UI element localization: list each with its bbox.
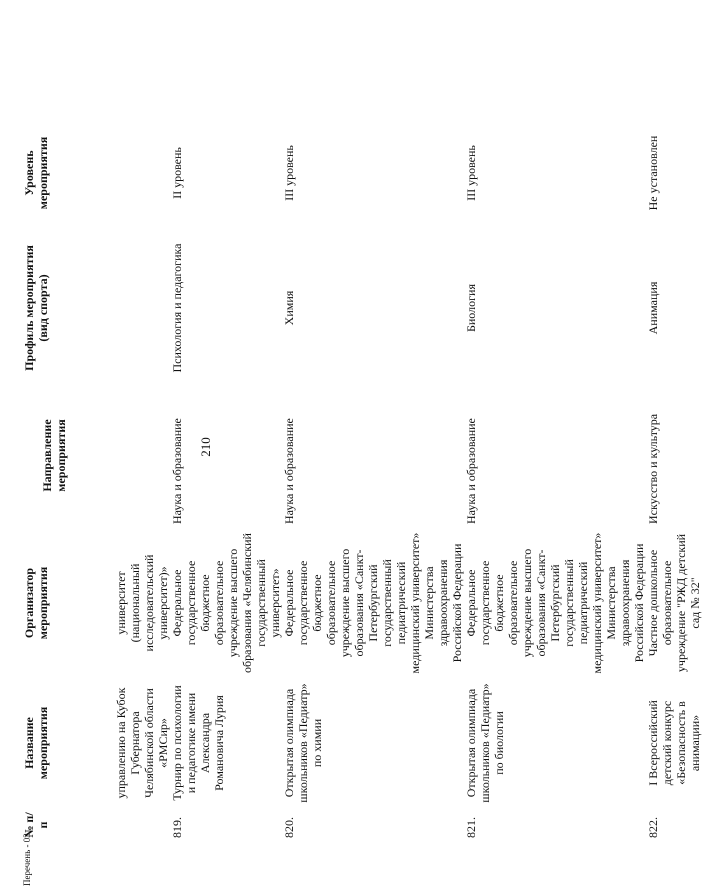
header-profile: Профиль мероприятия (вид спорта) [22,245,50,371]
table-row [646,113,706,842]
row-name: Открытая олимпиада школьников «Педиатр» по биологии [464,683,506,803]
row-level: II уровень [170,147,184,199]
header-num: № п/п [22,812,50,838]
page-number: 210 [198,437,213,457]
row-profile: Анимация [646,281,660,335]
row-direction: Наука и образование [464,418,478,524]
row-num: 821. [464,817,478,838]
table-row [170,113,282,842]
row-level: III уровень [282,145,296,201]
row-num: 822. [646,817,660,838]
header-name: Название мероприятия [22,706,50,780]
row-organizer: Федеральное государственное бюджетное образовательное учреждение высшего образования «Санкт-Петербургский государственный педиатрический медицинский университет» Министерства здравоохранения Российской Федерации [464,532,646,674]
row-num: 820. [282,817,296,838]
row-direction [114,383,170,528]
footer-label: Перечень - 03 [22,833,32,886]
header-organizer: Организатор мероприятия [22,566,50,640]
row-organizer: Частное дошкольное образовательное учреждение "РЖД детский сад № 32" [646,533,702,673]
row-direction: Наука и образование [170,418,184,524]
table-row [282,113,464,842]
row-name: Открытая олимпиада школьников «Педиатр» по химии [282,683,324,803]
table-row [114,113,170,842]
row-num [114,808,170,842]
row-profile: Биология [464,284,478,333]
table-header-row [22,113,114,842]
row-organizer: Федеральное государственное бюджетное образовательное учреждение высшего образования «Челябинский государственный университет» [170,533,282,673]
row-profile [114,233,170,383]
row-direction: Наука и образование [282,418,296,524]
row-direction: Искусство и культура [646,413,660,524]
row-organizer: университет (национальный исследовательский университет)» [114,554,170,652]
row-level [114,113,170,233]
events-table [22,113,706,842]
row-profile: Психология и педагогика [170,243,184,373]
row-name: управлению на Кубок Губернатора Челябинской области «РМСир» [114,687,170,799]
row-level: III уровень [464,145,478,201]
header-level: Уровень мероприятия [22,136,50,210]
header-direction: Направление мероприятия [40,419,68,492]
row-num: 819. [170,817,184,838]
table-row [464,113,646,842]
row-profile: Химия [282,290,296,326]
row-organizer: Федеральное государственное бюджетное образовательное учреждение высшего образования «Санкт-Петербургский государственный педиатрический медицинский университет» Министерства здравоохранения Российской Федерации [282,532,464,674]
row-name: Турнир по психологии и педагогике имени Александра Романовича Лурия [170,685,226,801]
row-name: I Всероссийский детский конкурс «Безопасность в анимации» [646,700,702,786]
row-level: Не установлен [646,135,660,211]
